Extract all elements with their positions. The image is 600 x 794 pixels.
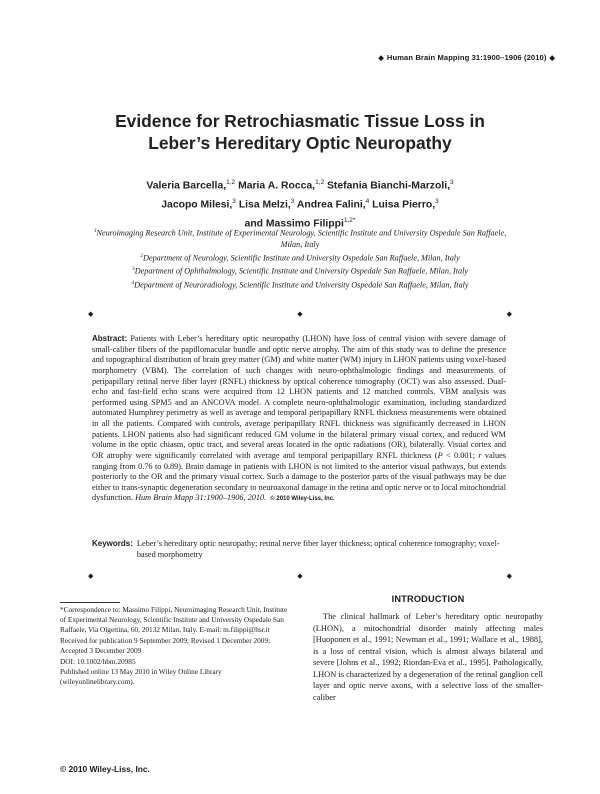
author-affiliation-mark: 3 (435, 197, 439, 205)
title-line: Leber’s Hereditary Optic Neuropathy (148, 132, 452, 153)
affiliation-number: 1 (93, 228, 97, 234)
author-name: Andrea Falini, (296, 199, 366, 211)
journal-header (375, 53, 558, 62)
diamond-icon: ◆ (297, 310, 303, 318)
doi-note: DOI: 10.1002/hbm.20985 (60, 656, 136, 666)
affiliation-text: Department of Neuroradiology, Scientific Institute and University Ospedale San Raffaele, Milan, Italy (134, 280, 469, 290)
affiliation-text: Department of Neurology, Scientific Institute and University Ospedale San Raffaele, Milan, Italy (143, 253, 460, 263)
introduction-heading: INTRODUCTION (391, 594, 465, 604)
keywords (92, 539, 506, 560)
affiliation-item (88, 226, 512, 251)
diamond-icon: ◆ (549, 55, 555, 62)
journal-reference: Human Brain Mapping 31:1900–1906 (2010) (386, 53, 547, 62)
affiliation-number: 3 (131, 266, 135, 273)
author-affiliation-mark: 1,2 (315, 179, 325, 186)
author-name: Lisa Melzi, (238, 199, 291, 211)
affiliation-item (88, 264, 512, 277)
author-line (80, 194, 520, 213)
keywords-label: Keywords: (92, 539, 133, 548)
footnotes (60, 602, 295, 688)
p-symbol: P (437, 450, 443, 460)
author-affiliation-mark: 3 (290, 197, 295, 205)
footnote-rule (60, 602, 120, 603)
author-affiliation-mark: 1,2* (343, 216, 356, 224)
section-divider (88, 571, 512, 581)
abstract-text: < 0.001; (442, 450, 479, 460)
abstract-copyright: © 2010 Wiley-Liss, Inc. (270, 496, 335, 503)
author-list (80, 175, 520, 232)
diamond-icon: ◆ (297, 572, 303, 580)
author-affiliation-mark: 4 (365, 197, 370, 205)
footer-copyright: © 2010 Wiley-Liss, Inc. (60, 764, 150, 774)
abstract-label: Abstract: (92, 334, 128, 343)
author-line (80, 175, 520, 194)
author-affiliation-mark: 3 (232, 197, 236, 205)
affiliation-list (88, 226, 512, 291)
author-name: Valeria Barcella, (146, 180, 227, 192)
abstract-citation: Hum Brain Mapp 31:1900–1906, 2010. (135, 493, 267, 503)
introduction-text: The clinical hallmark of Leber’s hereditary optic neuropathy (LHON), a mitochondrial disorder mainly affecting males [Huoponen et al., 1991; Newman et al., 1991; Wallace et al., 1988], is a loss of central vision, which is almost always bilateral and severe [Johns et al., 1992; Riordan-Eva et al., 1995]. Pathologically, LHON is characterized by a degeneration of the retinal ganglion cell layer and optic nerve axons, with a selective loss of the smaller-caliber (313, 612, 543, 702)
affiliation-text: Department of Ophthalmology, Scientific Institute and University Ospedale San Raffaele, Milan, Italy (134, 266, 469, 276)
author-affiliation-mark: 1,2 (226, 179, 236, 186)
author-name: Jacopo Milesi, (161, 199, 233, 211)
diamond-icon: ◆ (506, 310, 512, 318)
diamond-icon: ◆ (88, 572, 94, 580)
abstract (92, 334, 506, 505)
received-note: Received for publication 9 September 2009; Revised 1 December 2009; Accepted 3 December 2009 (60, 635, 271, 655)
diamond-icon: ◆ (88, 310, 94, 318)
author-name: Stefania Bianchi-Marzoli, (327, 180, 450, 192)
diamond-icon: ◆ (506, 572, 512, 580)
correspondence-note: *Correspondence to: Massimo Filippi, Neuroimaging Research Unit, Institute of Experimental Neurology, Scientific Institute and University Ospedale San Raffaele, Via Olgettina, 60, 20132 Milan, Italy. E-mail: m.filippi@hsr.it (60, 605, 288, 634)
diamond-icon: ◆ (378, 55, 384, 62)
published-note: Published online 13 May 2010 in Wiley Online Library (wileyonlinelibrary.com). (60, 667, 222, 687)
keywords-text: Leber’s hereditary optic neuropathy; retinal nerve fiber layer thickness; optical coherence tomography; voxel-based morphometry (136, 539, 500, 559)
r-symbol: r (478, 450, 482, 460)
abstract-text: values ranging from 0.76 to 0.89). Brain damage in patients with LHON is not limited to the anterior visual pathways, but extends posteriorly to the OR and the primary visual cortex. Such a damage to the posterior parts of the visual pathways may be due either to trans-synaptic degeneration secondary to neuroaxonal damage in the retina and optic nerve or to local mitochondrial dysfunction. (92, 450, 507, 503)
title-line: Evidence for Retrochiasmatic Tissue Loss in (115, 111, 485, 131)
section-divider (88, 309, 512, 319)
author-name: Maria A. Rocca, (238, 180, 316, 192)
author-name: and Massimo Filippi (244, 218, 344, 230)
affiliation-item (88, 278, 512, 291)
author-affiliation-mark: 3 (449, 179, 454, 186)
affiliation-number: 2 (140, 252, 144, 259)
author-name: Luisa Pierro, (372, 199, 436, 211)
article-title (60, 111, 540, 154)
affiliation-item (88, 251, 512, 264)
affiliation-number: 4 (131, 279, 135, 286)
abstract-text: Patients with Leber’s hereditary optic neuropathy (LHON) have loss of central vision with severe damage of small-caliber fibers of the papillomacular bundle and optic nerve atrophy. The aim of this study was to define the presence and topographical distribution of brain grey matter (GM) and white matter (WM) injury in LHON patients using voxel-based morphometry (VBM). The correlation of such changes with neuro-ophthalmologic findings and measurements of peripapillary retinal nerve fiber layer (RNFL) thickness by optical coherence tomography (OCT) was also assessed. Dual-echo and fast-field echo scans were acquired from 12 LHON patients and 12 matched controls. VBM analysis was performed using SPM5 and an ANCOVA model. A complete neuro-ophthalmologic examination, including standardized automated Humphrey perimetry as well as average and temporal peripapillary RNFL thickness measurements were obtained in all the patients. Compared with controls, average peripapillary RNFL thickness was significantly decreased in LHON patients. LHON patients also had significant reduced GM volume in the bilateral primary visual cortex, and reduced WM volume in the optic chiasm, optic tract, and several areas located in the optic radiations (OR), bilaterally. Visual cortex and OR atrophy were significantly correlated with average and temporal peripapillary RNFL thickness ( (92, 334, 506, 460)
affiliation-text: Neuroimaging Research Unit, Institute of Experimental Neurology, Scientific Institute and University Ospedale San Raffaele, Milan, Italy (96, 228, 507, 250)
